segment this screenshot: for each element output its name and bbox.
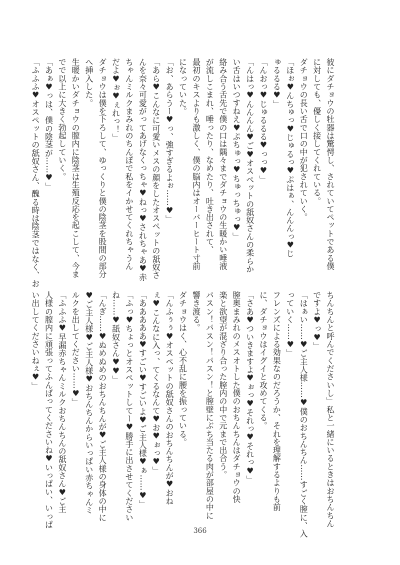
text-line: っていく……♥」 (285, 291, 295, 358)
text-line: ちんちんと呼んでくださいし」私と一緒にいるときはおちんちん (326, 291, 335, 528)
text-line: になっていた。 (178, 58, 188, 116)
text-line: 「ふっ♥ちょっとオスペットしてー♥勝手に出させてください (124, 291, 134, 522)
text-line: んを奈々可愛がってあげなくっちゃ♥ねっ♥されちゃあ♥赤 (138, 58, 148, 282)
text-line: 「ふふふ♥オスペットの舐奴さん、醜る時は陰茎ではなく、お (31, 58, 41, 288)
text-line: 「んおっ♥じゅるるる♥っっ♥」 (258, 58, 268, 184)
text-line: 絡み合う舌先で僕の口は隅々までダチョウの生暖かい唾液 (218, 58, 228, 271)
text-line: でで以上に大きく勃起していく。 (57, 58, 67, 181)
text-line: 最初のキスよりも激しく、僕の脳内はオーバーヒート寸前 (191, 58, 201, 271)
text-line: が流しこまれ、唾ったり、なめたり、吐き出されて、 (205, 58, 215, 254)
page-number: 366 (193, 527, 207, 535)
text-line: 「お、あらうー♥っ、強すぎるよぉ……♥」 (165, 58, 175, 224)
text-line: に対しても、優しく接してくれている。 (312, 58, 322, 205)
text-line: い出してくださいねぇ♥」 (31, 291, 41, 390)
text-line: ダチョウは僕を下ろして、ゆっくりと僕の陰茎を股間の部分 (98, 58, 108, 279)
text-line: 「あああああ♥すごい♥すごいよ♥ご主人様♥ぁ……♥」 (138, 291, 148, 509)
text-line: に、ダチョウはイグイと攻めてくる。 (258, 291, 268, 430)
text-line: 「ほぉ♥んちゅっ♥じゅるっ♥ぷはぁ、んんんっ♥じ (285, 58, 295, 258)
text-line: 彼にダチョウの牡器は驚愕し、されていてペットである僕 (326, 58, 335, 271)
text-line: 「あぁ♥っは、僕の陰茎が……♥」 (44, 58, 54, 191)
text-line: 「さあ♥ついきますよ♥ぉっ♥それっ♥それっ♥」 (245, 291, 255, 484)
text-line: 「んぎ……♥ぬめぬめのおちんちんが♥ご主人様の身体の中に (98, 291, 108, 522)
upper-text-block (31, 58, 337, 288)
text-line: パスン！パスン！パスン！と膣壁にぶち当たる肉が部屋の中に (205, 291, 215, 520)
text-line: 「ふふふ♥早漏赤ちゃんミルクおちんちんの舐奴さん♥ご主 (57, 291, 67, 514)
text-line: 膣奥まみれのメスオトした僕のおちんちんはダチョウの快 (232, 291, 242, 504)
text-line: 楽と欲望が混ざり合った膣内の中で元まで出合う。 (218, 291, 228, 479)
text-line: ゅるるる♥」 (272, 58, 282, 108)
text-line: 人様の膣内に頑張ってふんばってくださいね♥いっぱい、いっぱ (44, 291, 54, 529)
text-line: ね……♥舐奴さん♥♥」 (111, 291, 121, 384)
text-line: ダチョウはく、心不乱に腰を振っている。 (178, 291, 188, 447)
text-line: い舌はいつすねえ♥ぷちゅっ♥ちゅっちゅっ♥」 (232, 58, 242, 241)
text-line: へ挿入した。 (84, 58, 94, 107)
text-line: 「はぁい……♥ご主人様……♥僕のおちんちん……すごく膣に、入 (299, 291, 309, 538)
text-line: 「んはっ♥んんんん♥ご♥オスペットの舐奴さんの柔らか (245, 58, 255, 274)
text-line: 生暖かいダチョウの膣内に陰茎は生殖反応を起こして、今ま (71, 58, 81, 279)
text-line: ダチョウの長い舌で口の中が犯されていく。 (299, 58, 309, 222)
text-line: ルクを出してください……♥」 (71, 291, 81, 407)
text-line: 「んふぅぅ♥オスペットの舐奴さんのおちんちんが♥おね (165, 291, 175, 506)
text-line: ♥ご主人様♥ご主人様♥おちんちんからいっぱい赤ちゃんミ (84, 291, 94, 515)
text-line: 響き渡る。 (191, 291, 201, 332)
text-line: だよ♥ぉ♥ぇれっ！」 (111, 58, 121, 142)
text-line: 「あら♥こんなに可愛いメスの顔をしたオスペットの舐奴さ (151, 58, 161, 280)
text-line: ですよ♥っ♥」 (312, 291, 322, 351)
text-line: フレンズによる効果なのだろうか、それを理解するよりも前 (272, 291, 282, 512)
text-line: ちゃんミルクまみれのちんぽで私をイかせてくれちゃうん (124, 58, 134, 271)
text-line: ぇ♥こんなに入っ、てくるなんて♥お♥ぉっ♥」 (151, 291, 161, 475)
